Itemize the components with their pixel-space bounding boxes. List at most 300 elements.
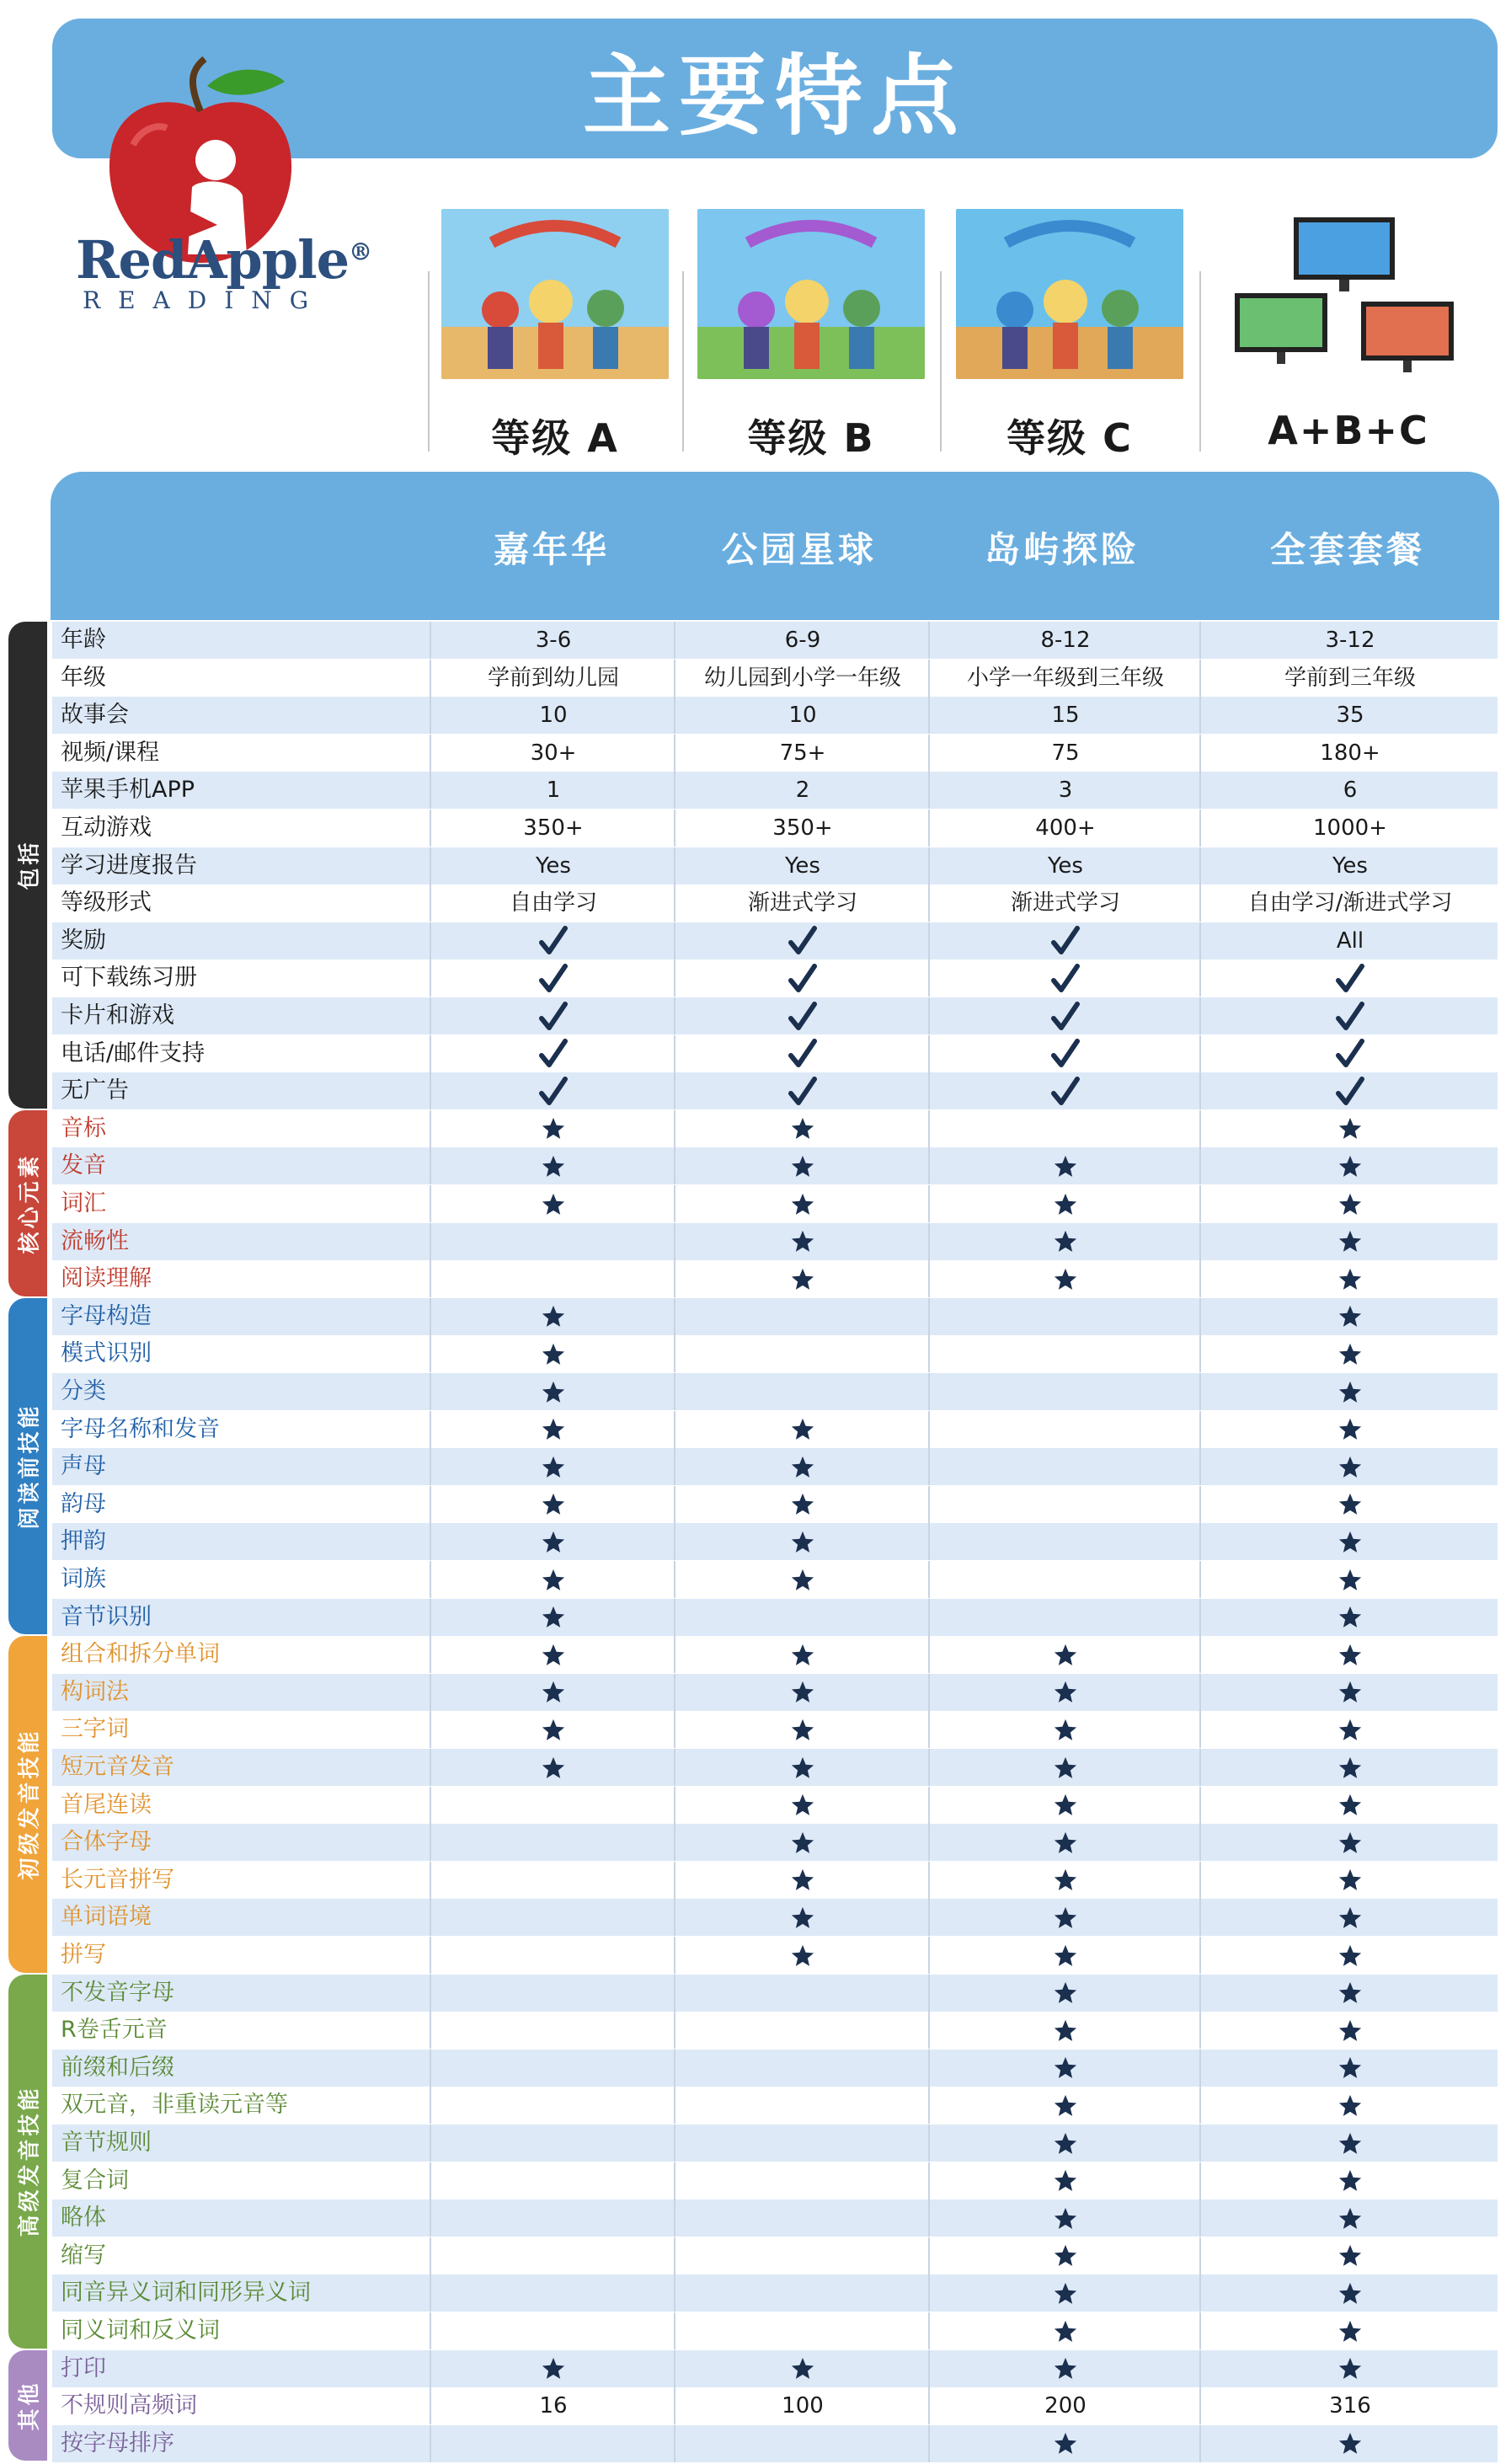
- category-label: 高级发音技能: [17, 2085, 43, 2237]
- table-cell: 学前到幼儿园: [430, 660, 675, 697]
- table-cell: [430, 2125, 675, 2162]
- table-cell: 自由学习: [430, 885, 675, 922]
- check-icon: [928, 1072, 1201, 1109]
- star-icon: [674, 1223, 930, 1260]
- feature-label: 无广告: [61, 1077, 129, 1104]
- table-cell: 渐进式学习: [928, 885, 1201, 922]
- table-row: [52, 1636, 1498, 1675]
- table-row: [52, 2387, 1498, 2426]
- feature-label: 短元音发音: [61, 1754, 174, 1780]
- table-row: [52, 772, 1498, 810]
- level-illustration-icon: [1235, 209, 1462, 379]
- level-label: A+B+C: [1268, 408, 1429, 453]
- table-cell: 10: [430, 697, 675, 734]
- category-band: [8, 1975, 47, 2349]
- table-row: [52, 1335, 1498, 1374]
- star-icon: [1199, 2087, 1499, 2124]
- column-header-planet-park: 公园星球: [721, 529, 877, 570]
- star-icon: [1199, 1411, 1499, 1448]
- check-icon: [674, 1072, 930, 1109]
- column-header-bundle: 全套套餐: [1269, 529, 1425, 570]
- feature-label: 年龄: [61, 627, 106, 653]
- star-icon: [928, 1937, 1201, 1974]
- table-row: [52, 2012, 1498, 2050]
- table-cell: [430, 2162, 675, 2199]
- feature-label: 电话/邮件支持: [61, 1040, 206, 1066]
- table-cell: [430, 2012, 675, 2049]
- feature-label: 略体: [61, 2205, 106, 2231]
- feature-label: 不发音字母: [61, 1979, 174, 2006]
- table-cell: [430, 2274, 675, 2312]
- feature-label: 韵母: [61, 1490, 106, 1517]
- feature-label: 模式识别: [61, 1340, 152, 1367]
- star-icon: [674, 2350, 930, 2387]
- star-icon: [928, 1636, 1201, 1673]
- table-row: [52, 2162, 1498, 2201]
- table-cell: Yes: [928, 847, 1201, 885]
- table-cell: 400+: [928, 810, 1201, 847]
- table-cell: [928, 1561, 1201, 1598]
- category-label: 其他: [17, 2380, 43, 2431]
- feature-label: 音节规则: [61, 2130, 152, 2156]
- table-cell: [430, 1260, 675, 1297]
- table-row: [52, 1147, 1498, 1186]
- star-icon: [1199, 2012, 1499, 2049]
- star-icon: [674, 1486, 930, 1523]
- table-row: [52, 1561, 1498, 1600]
- star-icon: [928, 1147, 1201, 1184]
- table-cell: [674, 2162, 930, 2199]
- table-row: [52, 1260, 1498, 1299]
- table-cell: [430, 2087, 675, 2124]
- table-cell: [430, 1824, 675, 1861]
- table-row: [52, 1373, 1498, 1412]
- level-column-0: [428, 209, 682, 461]
- check-icon: [928, 1035, 1201, 1072]
- table-cell: [674, 2125, 930, 2162]
- star-icon: [674, 1260, 930, 1297]
- star-icon: [430, 1411, 675, 1448]
- table-row: [52, 997, 1498, 1036]
- category-band: [8, 1636, 47, 1972]
- feature-label: 长元音拼写: [61, 1866, 174, 1893]
- table-cell: [928, 1523, 1201, 1560]
- star-icon: [928, 1862, 1201, 1899]
- star-icon: [674, 1824, 930, 1861]
- table-row: [52, 1599, 1498, 1638]
- table-row: [52, 1448, 1498, 1487]
- category-label: 包括: [17, 839, 43, 890]
- star-icon: [1199, 2274, 1499, 2312]
- table-cell: 350+: [430, 810, 675, 847]
- feature-label: 缩写: [61, 2242, 106, 2269]
- feature-label: 发音: [61, 1152, 106, 1179]
- table-row: [52, 1899, 1498, 1938]
- table-row: [52, 922, 1498, 961]
- feature-label: 押韵: [61, 1528, 106, 1555]
- feature-label: 不规则高频词: [61, 2392, 197, 2419]
- check-icon: [1199, 1035, 1499, 1072]
- star-icon: [1199, 1298, 1499, 1335]
- feature-label: 词族: [61, 1566, 106, 1592]
- table-row: [52, 2087, 1498, 2125]
- star-icon: [1199, 1862, 1499, 1899]
- feature-label: 复合词: [61, 2167, 129, 2194]
- table-cell: [928, 1599, 1201, 1636]
- table-row: [52, 1035, 1498, 1074]
- star-icon: [928, 2425, 1201, 2462]
- star-icon: [1199, 1486, 1499, 1523]
- table-row: [52, 1185, 1498, 1224]
- table-row: [52, 847, 1498, 886]
- star-icon: [430, 1636, 675, 1673]
- table-row: [52, 1110, 1498, 1149]
- table-cell: [674, 2237, 930, 2274]
- star-icon: [674, 1862, 930, 1899]
- star-icon: [928, 1824, 1201, 1861]
- table-cell: [928, 1411, 1201, 1448]
- feature-label: 音节识别: [61, 1603, 152, 1630]
- star-icon: [1199, 2312, 1499, 2349]
- star-icon: [1199, 1260, 1499, 1297]
- star-icon: [430, 1486, 675, 1523]
- check-icon: [674, 959, 930, 997]
- star-icon: [430, 1711, 675, 1748]
- table-row: [52, 1674, 1498, 1713]
- table-row: [52, 1749, 1498, 1788]
- table-cell: All: [1199, 922, 1499, 959]
- category-band: [8, 622, 47, 1109]
- star-icon: [928, 2162, 1201, 2199]
- star-icon: [430, 1561, 675, 1598]
- check-icon: [1199, 959, 1499, 997]
- table-cell: [674, 2087, 930, 2124]
- star-icon: [928, 2350, 1201, 2387]
- table-cell: 316: [1199, 2387, 1499, 2424]
- feature-label: 构词法: [61, 1678, 129, 1705]
- table-row: [52, 2425, 1498, 2464]
- table-cell: 渐进式学习: [674, 885, 930, 922]
- level-label: 等级 A: [491, 415, 619, 461]
- table-row: [52, 2350, 1498, 2389]
- table-cell: [674, 2425, 930, 2462]
- table-cell: [430, 1937, 675, 1974]
- table-cell: 350+: [674, 810, 930, 847]
- star-icon: [928, 1185, 1201, 1222]
- feature-label: 字母构造: [61, 1302, 152, 1329]
- star-icon: [430, 1147, 675, 1184]
- star-icon: [674, 1937, 930, 1974]
- check-icon: [928, 922, 1201, 959]
- star-icon: [430, 1110, 675, 1147]
- star-icon: [928, 2312, 1201, 2349]
- column-header-carnival: 嘉年华: [493, 529, 610, 570]
- star-icon: [928, 1975, 1201, 2012]
- table-cell: [674, 2312, 930, 2349]
- table-cell: 15: [928, 697, 1201, 734]
- star-icon: [674, 1749, 930, 1786]
- table-cell: [674, 2050, 930, 2087]
- feature-label: 视频/课程: [61, 739, 160, 766]
- table-cell: 6-9: [674, 622, 930, 659]
- table-cell: 幼儿园到小学一年级: [674, 660, 930, 697]
- star-icon: [1199, 1824, 1499, 1861]
- table-cell: [928, 1335, 1201, 1372]
- check-icon: [430, 997, 675, 1034]
- table-row: [52, 1975, 1498, 2013]
- table-cell: [674, 1599, 930, 1636]
- star-icon: [430, 1523, 675, 1560]
- table-row: [52, 622, 1498, 660]
- table-row: [52, 1486, 1498, 1525]
- star-icon: [430, 1185, 675, 1222]
- table-cell: 自由学习/渐进式学习: [1199, 885, 1499, 922]
- table-row: [52, 697, 1498, 735]
- level-illustration-icon: [956, 209, 1183, 379]
- star-icon: [430, 1749, 675, 1786]
- feature-label: 声母: [61, 1453, 106, 1480]
- category-band: [8, 1298, 47, 1634]
- star-icon: [1199, 1223, 1499, 1260]
- star-icon: [674, 1787, 930, 1824]
- feature-label: 互动游戏: [61, 815, 152, 841]
- table-row: [52, 2199, 1498, 2238]
- feature-label: 学习进度报告: [61, 852, 197, 879]
- table-cell: 3: [928, 772, 1201, 809]
- table-row: [52, 735, 1498, 773]
- category-label: 初级发音技能: [17, 1728, 43, 1880]
- star-icon: [928, 1899, 1201, 1936]
- star-icon: [1199, 1674, 1499, 1711]
- feature-label: 卡片和游戏: [61, 1002, 174, 1029]
- table-cell: [674, 1335, 930, 1372]
- star-icon: [928, 2050, 1201, 2087]
- star-icon: [928, 2012, 1201, 2049]
- level-illustration-icon: [697, 209, 925, 379]
- feature-label: 首尾连读: [61, 1791, 152, 1818]
- table-row: [52, 660, 1498, 698]
- check-icon: [674, 1035, 930, 1072]
- star-icon: [674, 1411, 930, 1448]
- table-row: [52, 2125, 1498, 2163]
- table-row: [52, 1937, 1498, 1975]
- check-icon: [928, 997, 1201, 1034]
- table-header: [51, 472, 1499, 620]
- table-cell: 75: [928, 735, 1201, 772]
- table-cell: Yes: [674, 847, 930, 885]
- table-cell: [674, 1373, 930, 1410]
- table-cell: [928, 1298, 1201, 1335]
- table-row: [52, 1787, 1498, 1825]
- level-label: 等级 B: [747, 415, 875, 461]
- feature-label: 字母名称和发音: [61, 1415, 220, 1442]
- star-icon: [674, 1523, 930, 1560]
- star-icon: [1199, 1711, 1499, 1748]
- check-icon: [928, 959, 1201, 997]
- table-cell: Yes: [1199, 847, 1499, 885]
- check-icon: [674, 922, 930, 959]
- check-icon: [674, 997, 930, 1034]
- check-icon: [430, 1035, 675, 1072]
- table-cell: [430, 1862, 675, 1899]
- feature-label: 拼写: [61, 1942, 106, 1968]
- star-icon: [928, 2125, 1201, 2162]
- star-icon: [1199, 1937, 1499, 1974]
- table-cell: [674, 2274, 930, 2312]
- table-cell: [674, 1975, 930, 2012]
- table-cell: 3-6: [430, 622, 675, 659]
- star-icon: [430, 2350, 675, 2387]
- table-cell: 180+: [1199, 735, 1499, 772]
- feature-label: 按字母排序: [61, 2429, 174, 2456]
- category-label: 核心元素: [17, 1152, 43, 1254]
- table-cell: 6: [1199, 772, 1499, 809]
- star-icon: [1199, 2162, 1499, 2199]
- star-icon: [928, 1787, 1201, 1824]
- star-icon: [430, 1448, 675, 1485]
- feature-label: 等级形式: [61, 890, 152, 917]
- table-cell: 200: [928, 2387, 1201, 2424]
- check-icon: [1199, 997, 1499, 1034]
- table-cell: 学前到三年级: [1199, 660, 1499, 697]
- table-cell: 8-12: [928, 622, 1201, 659]
- star-icon: [928, 1749, 1201, 1786]
- table-row: [52, 1072, 1498, 1111]
- star-icon: [1199, 1561, 1499, 1598]
- star-icon: [674, 1185, 930, 1222]
- table-cell: [674, 2012, 930, 2049]
- table-cell: 35: [1199, 697, 1499, 734]
- table-cell: 1: [430, 772, 675, 809]
- star-icon: [674, 1448, 930, 1485]
- star-icon: [928, 1711, 1201, 1748]
- table-cell: [430, 1787, 675, 1824]
- table-row: [52, 959, 1498, 998]
- table-cell: [430, 2199, 675, 2237]
- level-label: 等级 C: [1006, 415, 1133, 461]
- table-row: [52, 2274, 1498, 2313]
- category-band: [8, 1110, 47, 1296]
- star-icon: [1199, 1185, 1499, 1222]
- table-cell: 75+: [674, 735, 930, 772]
- star-icon: [430, 1373, 675, 1410]
- table-cell: [430, 2312, 675, 2349]
- table-row: [52, 2050, 1498, 2088]
- table-cell: [928, 1448, 1201, 1485]
- star-icon: [430, 1599, 675, 1636]
- feature-label: 阅读理解: [61, 1265, 152, 1292]
- feature-label: 组合和拆分单词: [61, 1641, 220, 1668]
- check-icon: [430, 959, 675, 997]
- feature-label: 同义词和反义词: [61, 2317, 220, 2344]
- table-row: [52, 1298, 1498, 1337]
- table-cell: [928, 1110, 1201, 1147]
- star-icon: [928, 2087, 1201, 2124]
- table-row: [52, 885, 1498, 923]
- star-icon: [928, 1223, 1201, 1260]
- table-cell: 1000+: [1199, 810, 1499, 847]
- category-band: [8, 2350, 47, 2461]
- level-column-1: [682, 209, 940, 461]
- table-row: [52, 1223, 1498, 1262]
- star-icon: [1199, 2199, 1499, 2237]
- star-icon: [674, 1110, 930, 1147]
- star-icon: [928, 2274, 1201, 2312]
- table-cell: 30+: [430, 735, 675, 772]
- page-title: 主要特点: [52, 19, 1498, 158]
- table-cell: 10: [674, 697, 930, 734]
- category-label: 阅读前技能: [17, 1403, 43, 1530]
- table-cell: [928, 1486, 1201, 1523]
- table-row: [52, 1824, 1498, 1863]
- feature-label: 单词语境: [61, 1904, 152, 1931]
- table-cell: 100: [674, 2387, 930, 2424]
- table-row: [52, 810, 1498, 848]
- check-icon: [430, 922, 675, 959]
- star-icon: [1199, 1448, 1499, 1485]
- star-icon: [1199, 1899, 1499, 1936]
- star-icon: [674, 1674, 930, 1711]
- star-icon: [1199, 2050, 1499, 2087]
- feature-label: 故事会: [61, 702, 129, 729]
- table-cell: [928, 1373, 1201, 1410]
- star-icon: [928, 2199, 1201, 2237]
- star-icon: [674, 1636, 930, 1673]
- star-icon: [674, 1561, 930, 1598]
- star-icon: [430, 1298, 675, 1335]
- level-column-3: [1199, 209, 1498, 453]
- table-row: [52, 1411, 1498, 1450]
- star-icon: [928, 1674, 1201, 1711]
- table-cell: [430, 2425, 675, 2462]
- table-cell: 16: [430, 2387, 675, 2424]
- star-icon: [1199, 2425, 1499, 2462]
- star-icon: [1199, 1636, 1499, 1673]
- feature-label: 可下载练习册: [61, 965, 197, 991]
- table-row: [52, 1523, 1498, 1562]
- star-icon: [1199, 2237, 1499, 2274]
- feature-label: 打印: [61, 2354, 106, 2381]
- star-icon: [674, 1711, 930, 1748]
- level-illustration-icon: [441, 209, 669, 379]
- feature-label: R卷舌元音: [61, 2017, 168, 2044]
- logo-wordmark: RedApple®: [76, 229, 372, 291]
- feature-label: 合体字母: [61, 1829, 152, 1856]
- table-row: [52, 1711, 1498, 1750]
- feature-label: 双元音，非重读元音等: [61, 2092, 288, 2119]
- feature-label: 前缀和后缀: [61, 2054, 174, 2081]
- feature-label: 词汇: [61, 1190, 106, 1216]
- feature-label: 音标: [61, 1114, 106, 1141]
- star-icon: [928, 2237, 1201, 2274]
- table-cell: [674, 1298, 930, 1335]
- star-icon: [430, 1674, 675, 1711]
- table-cell: [430, 2237, 675, 2274]
- table-cell: [430, 1975, 675, 2012]
- feature-label: 苹果手机APP: [61, 777, 195, 804]
- star-icon: [1199, 1975, 1499, 2012]
- table-cell: 3-12: [1199, 622, 1499, 659]
- table-cell: Yes: [430, 847, 675, 885]
- star-icon: [674, 1899, 930, 1936]
- star-icon: [928, 1260, 1201, 1297]
- feature-label: 分类: [61, 1378, 106, 1404]
- check-icon: [1199, 1072, 1499, 1109]
- level-column-2: [940, 209, 1199, 461]
- table-row: [52, 1862, 1498, 1900]
- feature-label: 流畅性: [61, 1227, 129, 1254]
- star-icon: [1199, 1335, 1499, 1372]
